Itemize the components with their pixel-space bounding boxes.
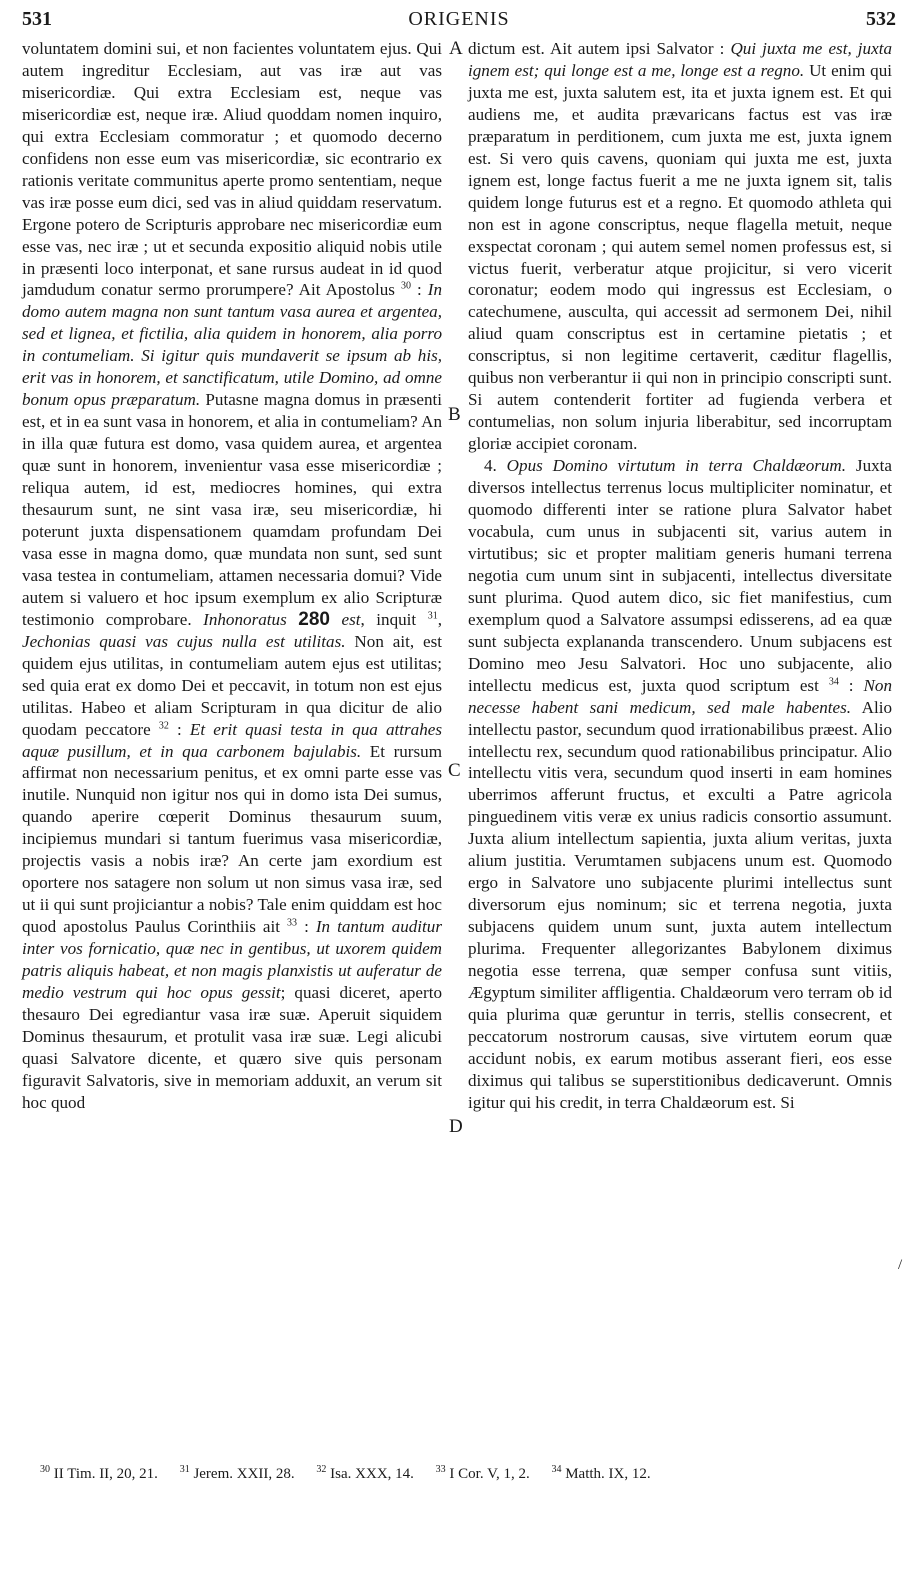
section-paragraph: 4. Opus Domino virtutum in terra Chaldæorum. Juxta diversos intellectus terrenus locus multipliciter nominatur, et quomodo differenti inter se ratione plura Salvator habet vocabula, cum unus in subjacenti sit, varius autem in virtutibus; sic et propter malitiam generis humani terrena negotia cum unum sint in subjacenti, intellectus diversitate sunt plurima. Quod autem dico, sic fiet manifestius, cum exemplum quod a Salvatore assumpsi edisserens, ad ea quæ sunt subjecta explananda transcendero. Unum subjacens est Domino meo Jesu Salvatori. Hoc uno subjacente, alio intellectu medicus est, juxta quod scriptum est $^{34}$ : Non necesse habent sani medicum, sed male habentes. Alio intellectu pastor, secundum quod irrationabilibus præest. Alio intellectu rex, secundum quod rationabilibus principatur. Alio intellectu vitis vera, secundum quod inserti in eam homines uberrimos afferunt fructus, et exculti a Patre agricola pinguedinem vitis veræ ex unius radicis consortio assumunt. Juxta alium intellectum sapientia, juxta alium veritas, juxta alium justitia. Verumtamen subjacens unum est. Quomodo ergo in Salvatore uno subjacente plurimi intellectus sunt diversorum ejus nominum; sic et terrena negotia, juxta subjacens quidem unum sunt, juxta autem intellectum plurima. Frequenter allegorizantes Babylonem diximus negotia esse terrena, quæ semper confusa sunt vitiis, Ægyptum similiter affligentia. Chaldæorum vero terram ob id quia plurima quæ geruntur in terris, stellis consecrent, et peccatorum nostrorum causas, sive virtutem eorum quæ accidunt nobis, ex earum motibus asserant fieri, eos esse diximus qui talibus se superstitionibus dedicaverunt. Omnis igitur qui his credit, in terra Chaldæorum est. Si — [468, 456, 893, 1112]
margin-letter-b: B — [448, 404, 461, 425]
right-paragraph: dictum est. Ait autem ipsi Salvator : Qui juxta me est, juxta ignem est; qui longe est a me, longe est a regno. Ut enim qui juxta me est, juxta salutem est, ita et juxta ignem est. Et qui audiens me, et audita prævaricans factus est vas iræ præparatum in perditionem, cum juxta me est, juxta ignem est. Si vero quis cavens, quoniam qui juxta me est, juxta ignem est, longe factus fuerit a me ne juxta ignem sit, talis quidem longe futurus est et a regno. Et quomodo athleta qui non est in agone conscriptus, neque flagella metuit, neque exspectat coronam ; qui autem semel nomen professus est, si victus fuerit, verberatur atque projicitur, si vero vicerit coronatur; eodem modo qui ingressus est Ecclesiam, o catechumene, ausculta, qui accessit ad sermonem Dei, nihil aliud quam conscriptus est in certamine pietatis ; et conscriptus, si non legitime certaverit, cæditur flagellis, quibus non verberantur ii qui non in principio conscripti sunt. Si autem contenderit fortiter ad fugienda verbera et contumelias, non solum injuria liberabitur, sed incorruptam gloriæ accipiet coronam. — [468, 39, 893, 454]
footnote-ref: 32 — [158, 719, 169, 731]
column-marker-number: 280 — [298, 608, 330, 630]
quotation: Non necesse habent sani medicum, sed male habentes. — [468, 675, 893, 717]
page-header — [22, 8, 896, 36]
margin-letter-c: C — [448, 760, 461, 781]
footnote: $^{33}$ I Cor. V, 1, 2. — [435, 1464, 530, 1482]
footnote: $^{30}$ II Tim. II, 20, 21. — [40, 1464, 158, 1482]
page-number-left: 531 — [22, 8, 52, 30]
left-column — [22, 38, 442, 1114]
footnote-ref: 31 — [427, 610, 438, 622]
quotation: Jechonias quasi vas cujus nulla est utilitas. — [22, 631, 346, 651]
quotation: Qui juxta me est, juxta ignem est; qui longe est a me, longe est a regno. — [468, 39, 892, 80]
section-title: Opus Domino virtutum in terra Chaldæorum. — [506, 456, 847, 476]
quotation: In domo autem magna non sunt tantum vasa aurea et argentea, sed et lignea, et fictilia, alia quidem in honorem, alia porro in contumeliam. Si igitur quis mundaverit se ipsum ab his, erit vas in honorem, et sanctificatum, utile Domino, ad omne bonum opus præparatum. — [22, 280, 442, 410]
footnotes — [40, 1466, 884, 1483]
running-title: ORIGENIS — [408, 8, 510, 30]
quotation: Et erit quasi testa in qua attrahes aquæ pusillum, et in qua carbonem bajulabis. — [22, 719, 442, 761]
stray-mark: / — [898, 1257, 903, 1273]
page-number-right: 532 — [866, 8, 896, 30]
margin-letter-a: A — [449, 38, 463, 59]
quotation: In tantum auditur inter vos fornicatio, quæ nec in gentibus, ut uxorem quidem patris aliquis habeat, et non magis planxistis ut auferatur de medio vestrum qui hoc opus gessit — [22, 917, 442, 1002]
footnote-ref: 34 — [828, 675, 839, 687]
footnote: $^{31}$ Jerem. XXII, 28. — [179, 1464, 295, 1482]
left-paragraph: voluntatem domini sui, et non facientes voluntatem ejus. Qui autem ingreditur Ecclesiam, aut vas iræ aut vas misericordiæ. Qui extra Ecclesiam est, neque vas misericordiæ est, neque iræ. Aliud quoddam nomen inquiro, qui extra Ecclesiam commoratur ; et quomodo decerno confidens non esse eum vas misericordiæ, sic econtrario ex rationis veritate communitus aperte promo sententiam, neque vas iræ posse eum dici, sed vas in aliud quiddam reservatum. Ergone potero de Scripturis approbare nec misericordiæ eum esse vas, nec iræ ; ut et secunda expositio aliquid nobis utile in præsenti loco interponat, et sane rursus audeat in id quod jamdudum conatur sermo prorumpere? Ait Apostolus $^{30}$ : In domo autem magna non sunt tantum vasa aurea et argentea, sed et lignea, et fictilia, alia quidem in honorem, alia porro in contumeliam. Si igitur quis mundaverit se ipsum ab his, erit vas in honorem, et sanctificatum, utile Domino, ad omne bonum opus præparatum. Putasne magna domus in præsenti est, et in ea sunt vasa in honorem, et alia in contumeliam? An in illa quæ futura est domo, vasa quidem aurea, et argentea quæ sunt in honorem, invenientur vasa esse misericordiæ ; reliqua autem, id est, mediocres homines, qui extra thesaurum sunt, ne sint vasa iræ, seu misericordiæ, hi poterunt juxta dispensationem quamdam profundam Dei vasa esse in magna domo, quæ mundata non sunt, sed sunt vasa testea in contumeliam, attamen necessaria domui? Vide autem si valuero et hoc ipsum exemplum ex alio Scripturæ testimonio comprobare. Inhonoratus 280 est, inquit $^{31}$, Jechonias quasi vas cujus nulla est utilitas. Non ait, est quidem ejus utilitas, in contumeliam autem ejus est utilitas; sed quia erat ex domo Dei et peccavit, in totum non est ejus utilitas. Habeo et aliam Scripturam in qua dicitur de alio quodam peccatore $^{32}$ : Et erit quasi testa in qua attrahes aquæ pusillum, et in qua carbonem bajulabis. Et rursum affirmat non necessarium penitus, et ex omni parte esse vas inutile. Nunquid non igitur nos qui in domo ista Dei sumus, quando aperire cœperit Dominus thesaurum suum, incipiemus mundari si tantum fuerimus vasa misericordiæ, projectis vasis a nobis iræ? An certe jam exordium est oportere nos satagere non solum ut non simus vasa iræ, sed ut ii qui sunt projiciantur a nobis? Tale enim quiddam est hoc quod apostolus Paulus Corinthiis ait $^{33}$ : In tantum auditur inter vos fornicatio, quæ nec in gentibus, ut uxorem quidem patris aliquis habeat, et non magis planxistis ut auferatur de medio vestrum qui hoc opus gessit; quasi diceret, aperto thesauro Dei egrediantur vasa iræ suæ. Aperuit siquidem Dominus thesaurum, et protulit vasa iræ suæ. Legi alicubi quasi Salvatore dicente, et quæro sive quis personam figuravit Salvatoris, sive in memoriam adduxit, an verum sit hoc quod — [22, 39, 443, 1112]
margin-letter-d: D — [449, 1116, 463, 1137]
footnote: $^{32}$ Isa. XXX, 14. — [316, 1464, 414, 1482]
footnote-ref: 30 — [400, 280, 411, 292]
right-column — [468, 38, 892, 1114]
footnote: $^{34}$ Matth. IX, 12. — [551, 1464, 651, 1482]
section-number: 4. — [484, 456, 507, 476]
footnote-ref: 33 — [287, 917, 298, 929]
